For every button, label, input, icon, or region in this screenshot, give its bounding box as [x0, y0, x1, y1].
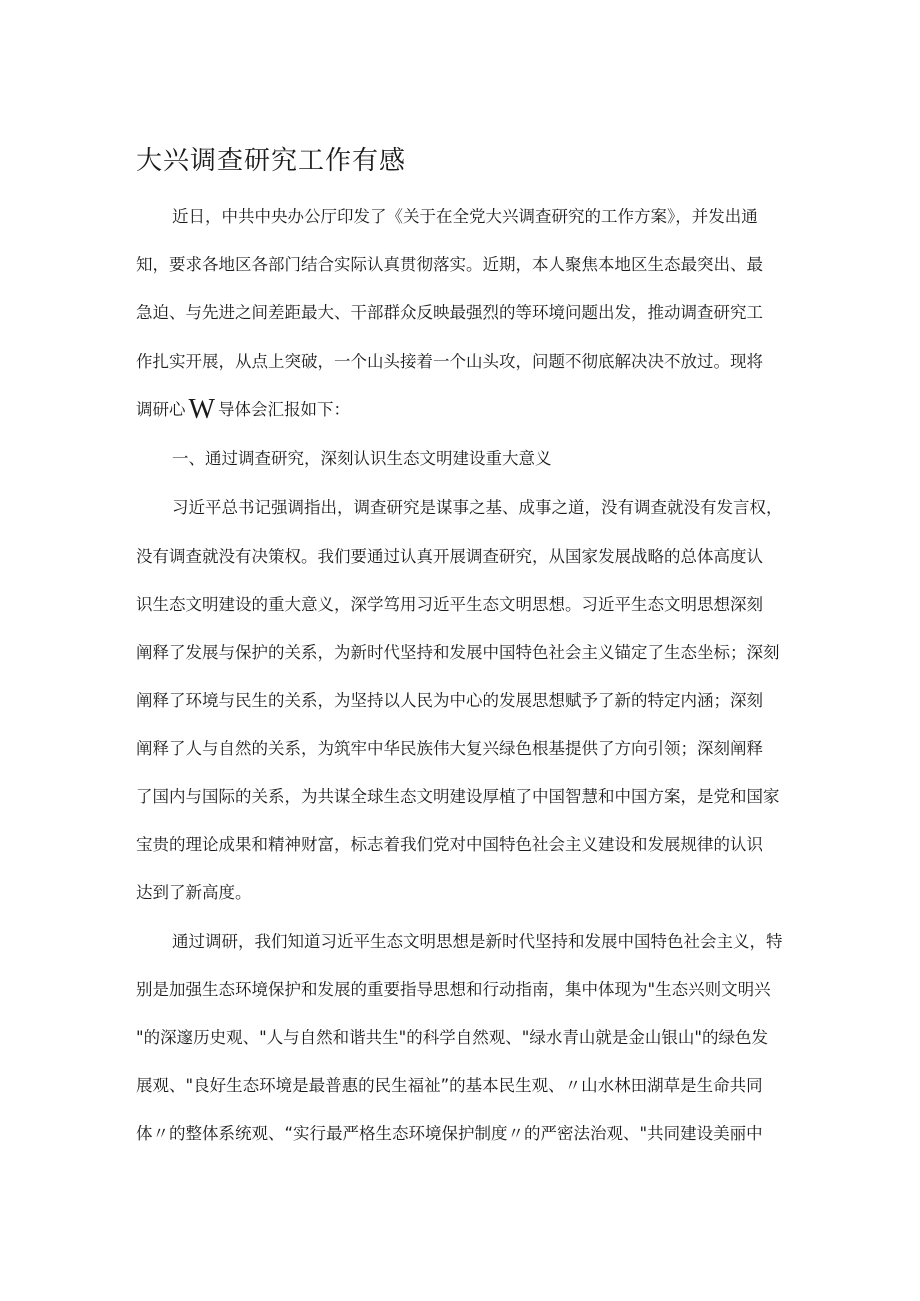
para1-line-8: 宝贵的理论成果和精神财富，标志着我们党对中国特色社会主义建设和发展规律的认识	[136, 835, 763, 854]
para1-line-7: 了国内与国际的关系，为共谋全球生态文明建设厚植了中国智慧和中国方案，是党和国家	[136, 787, 780, 806]
para1-line-6: 阐释了人与自然的关系，为筑牢中华民族伟大复兴绿色根基提供了方向引领；深刻阐释	[136, 739, 763, 758]
intro-line-1: 近日，中共中央办公厅印发了《关于在全党大兴调查研究的工作方案》，并发出通	[172, 207, 758, 226]
document-title: 大兴调查研究工作有感	[136, 146, 407, 176]
para2-line-1: 通过调研，我们知道习近平生态文明思想是新时代坚持和发展中国特色社会主义，特	[172, 932, 783, 951]
para1-line-2: 没有调查就没有决策权。我们要通过认真开展调查研究，从国家发展战略的总体高度认	[136, 547, 763, 566]
para1-line-9: 达到了新高度。	[136, 883, 252, 902]
para2-line-2: 别是加强生态环境保护和发展的重要指导思想和行动指南，集中体现为"生态兴则文明兴	[136, 980, 771, 999]
intro-line-2: 知，要求各地区各部门结合实际认真贯彻落实。近期，本人聚焦本地区生态最突出、最	[136, 255, 763, 274]
intro-line-5-after: 导体会汇报如下：	[217, 400, 350, 419]
intro-line-5	[136, 394, 350, 425]
intro-line-5-before: 调研心	[136, 400, 186, 419]
para2-line-4: 展观、"良好生态环境是最普惠的民生福祉”的基本民生观、〃山水林田湖草是生命共同	[136, 1076, 763, 1095]
para1-line-5: 阐释了环境与民生的关系，为坚持以人民为中心的发展思想赋予了新的特定内涵；深刻	[136, 691, 763, 710]
intro-line-5-w: W	[188, 394, 215, 425]
section-heading-1: 一、通过调查研究，深刻认识生态文明建设重大意义	[172, 449, 552, 468]
para1-line-1: 习近平总书记强调指出，调查研究是谋事之基、成事之道，没有调查就没有发言权，	[172, 498, 783, 517]
para1-line-3: 识生态文明建设的重大意义，深学笃用习近平生态文明思想。习近平生态文明思想深刻	[136, 595, 763, 614]
intro-line-3: 急迫、与先进之间差距最大、干部群众反映最强烈的等环境问题出发，推动调查研究工	[136, 303, 763, 322]
para2-line-5: 体〃的整体系统观、“实行最严格生态环境保护制度〃的严密法治观、"共同建设美丽中	[136, 1124, 763, 1143]
para2-line-3: "的深邃历史观、"人与自然和谐共生"的科学自然观、"绿水青山就是金山银山"的绿色发	[136, 1028, 768, 1047]
intro-line-4: 作扎实开展，从点上突破，一个山头接着一个山头攻，问题不彻底解决决不放过。现将	[136, 352, 763, 371]
para1-line-4: 阐释了发展与保护的关系，为新时代坚持和发展中国特色社会主义锚定了生态坐标；深刻	[136, 643, 780, 662]
